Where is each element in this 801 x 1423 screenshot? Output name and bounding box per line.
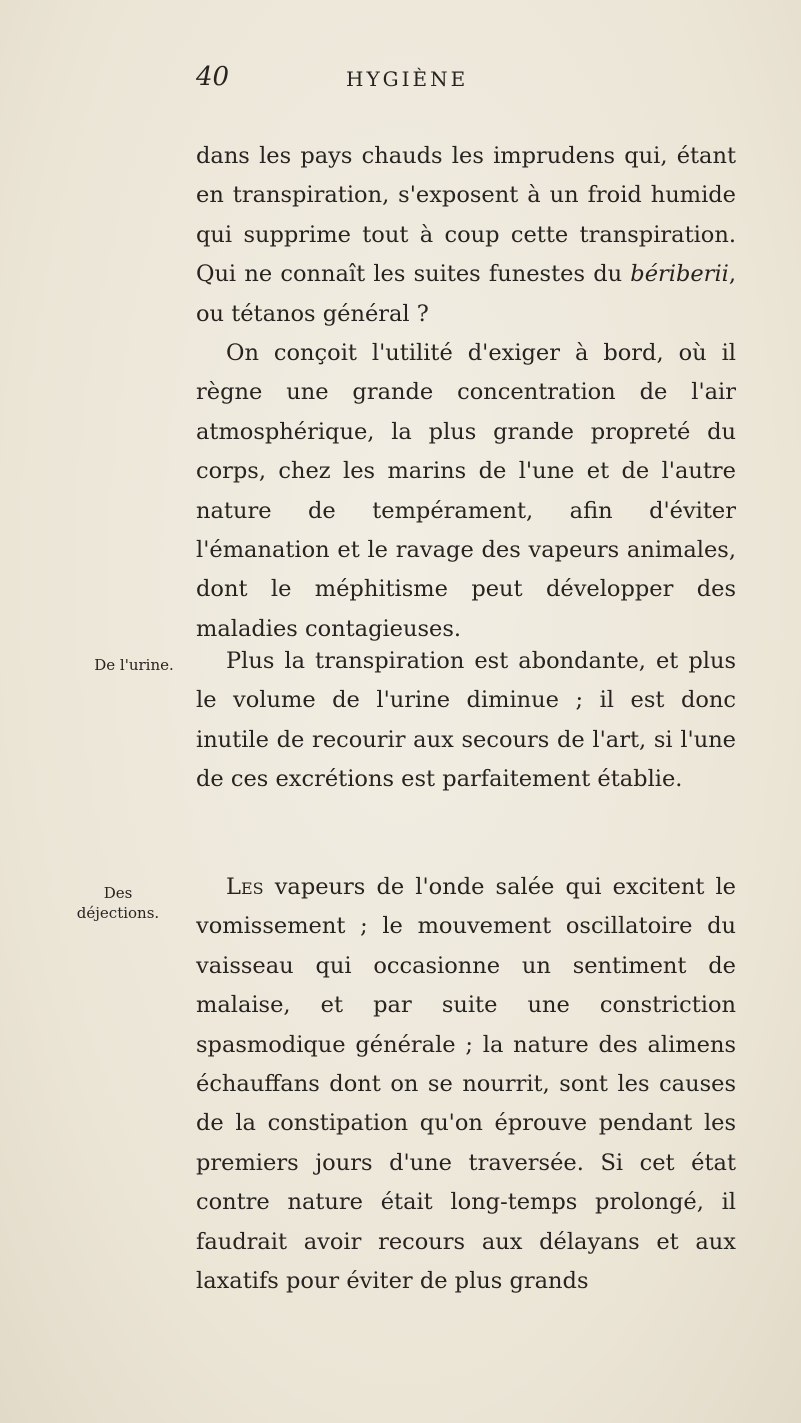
margin-note-urine: De l'urine. — [94, 656, 174, 674]
paragraph-1-text: dans les pays chauds les imprudens qui, étant en transpiration, s'exposent à un froid humide qui supprime tout à coup cette transpiration. Qui ne connaît les suites funestes du — [196, 143, 736, 288]
paragraph-2: On conçoit l'utilité d'exiger à bord, où il règne une grande concentration de l'air atmosphérique, la plus grande propreté du corps, chez les marins de l'une et de l'autre nature de tempérament, afin d'éviter l'émanation et le ravage des vapeurs animales, dont le méphitisme peut développer des maladies contagieuses. — [196, 340, 736, 642]
paragraph-4 — [196, 868, 736, 1301]
text-block-2 — [196, 642, 736, 800]
paragraph-1 — [196, 137, 736, 334]
page-number: 40 — [196, 62, 230, 92]
text-block-3 — [196, 868, 736, 1301]
page-header — [196, 62, 536, 102]
paragraph-4-smallcaps: Les — [226, 874, 264, 900]
paragraph-3: Plus la transpiration est abondante, et plus le volume de l'urine diminue ; il est donc inutile de recourir aux secours de l'art, si l'une de ces excrétions est parfaitement établie. — [196, 648, 736, 793]
margin-note-dejections: Des déjections. — [76, 884, 160, 922]
running-head: HYGIÈNE — [346, 67, 469, 91]
paragraph-1-italic-term: bériberii — [630, 261, 729, 288]
text-block-1 — [196, 137, 736, 649]
paragraph-1-text-end: , ou tétanos général ? — [196, 261, 736, 327]
paragraph-4-text: vapeurs de l'onde salée qui excitent le vomissement ; le mouvement oscillatoire du vaisseau qui occasionne un sentiment de malaise, et par suite une constriction spasmodique générale ; la nature des alimens échauffans dont on se nourrit, sont les causes de la constipation qu'on éprouve pendant les premiers jours d'une traversée. Si cet état contre nature était long-temps prolongé, il faudrait avoir recours aux délayans et aux laxatifs pour éviter de plus grands — [196, 874, 736, 1295]
